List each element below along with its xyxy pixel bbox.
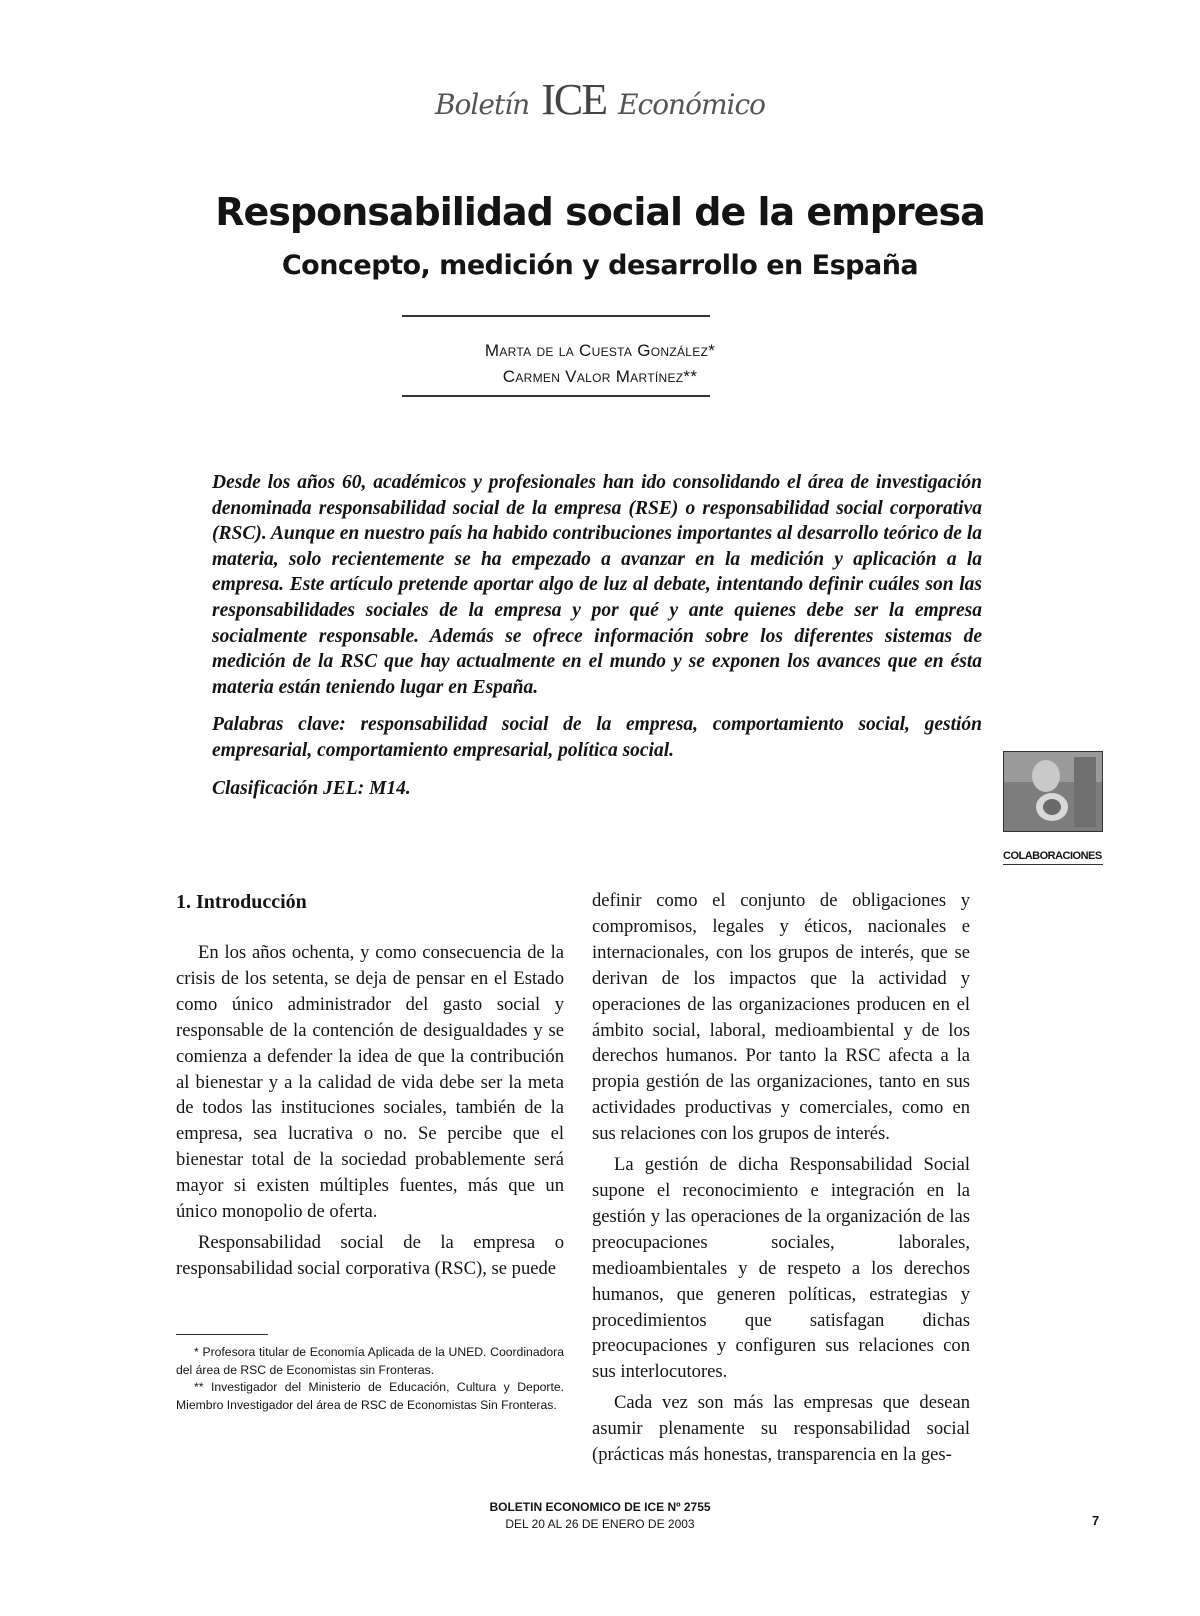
- paragraph: Cada vez son más las empresas que desean asumir plenamente su responsabilidad social (prácticas más honestas, transparencia en la ges-: [592, 1392, 970, 1466]
- masthead-right: Económico: [618, 88, 765, 121]
- left-column: [176, 940, 564, 1282]
- section-thumbnail-image: [1003, 751, 1103, 832]
- abstract-text: Desde los años 60, académicos y profesionales han ido consolidando el área de investigación denominada responsabilidad social de la empresa (RSE) o responsabilidad social corporativa (RSC). Aunque en nuestro país ha habido contribuciones importantes al desarrollo teórico de la materia, solo recientemente se ha empezado a avanzar en la medición y aplicación a la empresa. Este artículo pretende aportar algo de luz al debate, intentando definir cuáles son las responsabilidades sociales de la empresa y por qué y ante quienes debe ser la empresa socialmente responsable. Además se ofrece información sobre los diferentes sistemas de medición de la RSC que hay actualmente en el mundo y se exponen los avances que en ésta materia están teniendo lugar en España.: [212, 472, 982, 698]
- author-name: Carmen Valor Martínez**: [502, 367, 698, 386]
- author-rule-top: [402, 315, 710, 317]
- right-column: [592, 888, 970, 1468]
- footnote-rule: [176, 1334, 268, 1335]
- jel-classification: Clasificación JEL: M14.: [212, 777, 411, 799]
- page-number: 7: [1092, 1513, 1100, 1528]
- footnotes: [176, 1344, 564, 1414]
- issue-date: DEL 20 AL 26 DE ENERO DE 2003: [505, 1517, 695, 1531]
- article-title: Responsabilidad social de la empresa: [215, 190, 985, 234]
- abstract: [212, 470, 982, 801]
- author-block: [0, 338, 1200, 390]
- paragraph: Responsabilidad social de la empresa o responsabilidad social corporativa (RSC), se puede: [176, 1231, 564, 1279]
- masthead-center: ICE: [541, 75, 607, 124]
- footnote: * Profesora titular de Economía Aplicada de la UNED. Coordinadora del área de RSC de Economistas sin Fronteras.: [176, 1345, 564, 1377]
- article-subtitle: Concepto, medición y desarrollo en España: [281, 250, 919, 281]
- paragraph: La gestión de dicha Responsabilidad Social supone el reconocimiento e integración en la gestión y las operaciones de la organización de las preocupaciones sociales, laborales, medioambientales y de respeto a los derechos humanos, que generen políticas, estrategias y procedimientos que satisfagan dichas preocupaciones y configuren sus relaciones con sus interlocutores.: [592, 1154, 970, 1383]
- masthead-left: Boletín: [434, 88, 530, 121]
- author-name: Marta de la Cuesta González*: [484, 341, 716, 360]
- journal-issue: BOLETIN ECONOMICO DE ICE Nº 2755: [489, 1500, 711, 1514]
- keywords: Palabras clave: responsabilidad social de la empresa, comportamiento social, gestión empresarial, comportamiento empresarial, política social.: [212, 714, 982, 761]
- page-footer: [0, 1499, 1200, 1533]
- paragraph: definir como el conjunto de obligaciones y compromisos, legales y éticos, nacionales e internacionales, con los grupos de interés, que se derivan de los impactos que la actividad y operaciones de las organizaciones producen en el ámbito social, laboral, medioambiental y de los derechos humanos. Por tanto la RSC afecta a la propia gestión de las organizaciones, tanto en sus actividades productivas y comerciales, como en sus relaciones con los grupos de interés.: [592, 890, 970, 1145]
- section-heading: 1. Introducción: [176, 891, 307, 913]
- section-label: COLABORACIONES: [1003, 850, 1103, 865]
- masthead-logo: [0, 74, 1200, 125]
- paragraph: En los años ochenta, y como consecuencia de la crisis de los setenta, se deja de pensar en el Estado como único administrador del gasto social y responsable de la contención de desigualdades y se comienza a defender la idea de que la contribución al bienestar y a la calidad de vida debe ser la meta de todos las instituciones sociales, también de la empresa, sea lucrativa o no. Se percibe que el bienestar total de la sociedad probablemente será mayor si existen múltiples fuentes, más que un único monopolio de oferta.: [176, 942, 564, 1223]
- footnote: ** Investigador del Ministerio de Educación, Cultura y Deporte. Miembro Investigador del área de RSC de Economistas Sin Fronteras.: [176, 1380, 564, 1412]
- author-rule-bottom: [402, 395, 710, 397]
